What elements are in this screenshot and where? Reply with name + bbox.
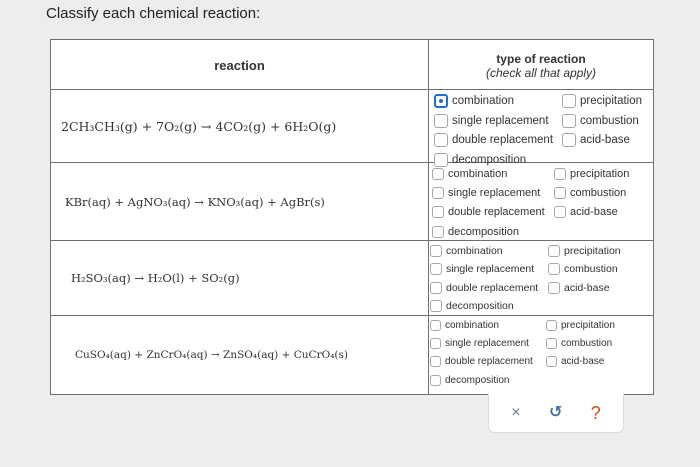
option-combination[interactable] bbox=[430, 245, 503, 257]
reaction-equation bbox=[51, 163, 429, 240]
reaction-table bbox=[50, 39, 654, 395]
option-label: decomposition bbox=[446, 299, 514, 312]
reaction-row bbox=[51, 241, 653, 316]
option-label: single replacement bbox=[445, 338, 529, 350]
option-label: single replacement bbox=[452, 114, 549, 127]
option-label: combustion bbox=[570, 187, 627, 200]
option-combination[interactable] bbox=[434, 94, 514, 108]
checkbox[interactable] bbox=[434, 94, 448, 108]
checkbox[interactable] bbox=[430, 338, 441, 349]
option-label: combustion bbox=[580, 114, 639, 127]
option-single-replacement[interactable] bbox=[432, 187, 540, 199]
type-column-header bbox=[429, 52, 653, 80]
option-decomposition[interactable] bbox=[430, 300, 514, 312]
option-precipitation[interactable] bbox=[546, 320, 615, 331]
option-label: acid-base bbox=[580, 134, 630, 146]
reaction-equation bbox=[51, 241, 429, 315]
checkbox[interactable] bbox=[562, 114, 576, 128]
option-double-replacement[interactable] bbox=[434, 133, 553, 147]
x-icon[interactable]: × bbox=[511, 403, 521, 421]
checkbox[interactable] bbox=[432, 206, 444, 218]
checkbox[interactable] bbox=[562, 133, 576, 147]
option-combustion[interactable] bbox=[554, 187, 626, 199]
option-label: double replacement bbox=[452, 134, 554, 146]
option-label: decomposition bbox=[448, 225, 519, 238]
checkbox[interactable] bbox=[430, 282, 442, 294]
option-label: single replacement bbox=[446, 263, 535, 276]
option-precipitation[interactable] bbox=[548, 245, 621, 257]
reaction-equation bbox=[51, 90, 429, 162]
checkbox[interactable] bbox=[554, 168, 566, 180]
option-label: precipitation bbox=[580, 95, 643, 107]
option-label: precipitation bbox=[561, 320, 615, 331]
option-acid-base[interactable] bbox=[554, 206, 618, 218]
option-acid-base[interactable] bbox=[548, 282, 610, 294]
option-label: double replacement bbox=[448, 206, 545, 219]
type-column-hint: (check all that apply) bbox=[485, 66, 597, 80]
checkbox[interactable] bbox=[430, 375, 441, 386]
reaction-row bbox=[51, 316, 653, 394]
option-combustion[interactable] bbox=[548, 263, 618, 275]
option-single-replacement[interactable] bbox=[430, 263, 534, 275]
option-label: precipitation bbox=[564, 245, 621, 257]
option-combination[interactable] bbox=[432, 168, 507, 180]
option-decomposition[interactable] bbox=[430, 375, 509, 386]
equation-text: H₂SO₃(aq) → H₂O(l) + SO₂(g) bbox=[71, 271, 240, 285]
answer-toolbar bbox=[488, 393, 624, 433]
option-label: precipitation bbox=[570, 168, 630, 180]
option-double-replacement[interactable] bbox=[430, 282, 538, 294]
option-label: double replacement bbox=[446, 281, 539, 294]
reaction-row bbox=[51, 90, 653, 166]
option-label: combustion bbox=[564, 263, 618, 276]
checkbox[interactable] bbox=[430, 263, 442, 275]
option-label: single replacement bbox=[448, 187, 541, 200]
equation-text: CuSO₄(aq) + ZnCrO₄(aq) → ZnSO₄(aq) + CuCrO₄(s) bbox=[75, 349, 348, 361]
checkbox[interactable] bbox=[546, 338, 557, 349]
checkbox[interactable] bbox=[430, 320, 441, 331]
option-label: combination bbox=[448, 168, 508, 180]
option-label: combination bbox=[452, 95, 515, 107]
reaction-type-options bbox=[430, 163, 653, 240]
option-label: decomposition bbox=[452, 153, 527, 166]
undo-icon[interactable]: ↺ bbox=[548, 403, 563, 421]
option-precipitation[interactable] bbox=[562, 94, 642, 108]
option-precipitation[interactable] bbox=[554, 168, 629, 180]
checkbox[interactable] bbox=[562, 94, 576, 108]
checkbox[interactable] bbox=[432, 226, 444, 238]
checkbox[interactable] bbox=[546, 320, 557, 331]
checkbox[interactable] bbox=[430, 300, 442, 312]
option-label: double replacement bbox=[445, 356, 533, 368]
option-label: acid-base bbox=[570, 206, 618, 219]
checkbox[interactable] bbox=[434, 133, 448, 147]
reaction-type-options bbox=[430, 316, 653, 394]
reaction-type-options bbox=[430, 90, 653, 166]
reaction-type-options bbox=[430, 241, 653, 315]
option-acid-base[interactable] bbox=[546, 356, 604, 367]
option-label: combustion bbox=[561, 338, 613, 350]
option-combustion[interactable] bbox=[546, 338, 612, 349]
checkbox[interactable] bbox=[548, 245, 560, 257]
option-label: combination bbox=[446, 245, 503, 257]
option-double-replacement[interactable] bbox=[430, 356, 533, 367]
reaction-equation bbox=[51, 316, 429, 394]
reaction-column-header: reaction bbox=[51, 40, 429, 90]
reaction-row bbox=[51, 163, 653, 241]
option-label: decomposition bbox=[445, 374, 510, 386]
table-header bbox=[51, 40, 653, 90]
checkbox[interactable] bbox=[432, 168, 444, 180]
page-title: Classify each chemical reaction: bbox=[46, 5, 261, 22]
option-label: acid-base bbox=[561, 356, 605, 368]
equation-text: KBr(aq) + AgNO₃(aq) → KNO₃(aq) + AgBr(s) bbox=[65, 194, 325, 209]
option-combustion[interactable] bbox=[562, 114, 639, 128]
option-combination[interactable] bbox=[430, 320, 499, 331]
option-label: acid-base bbox=[564, 281, 610, 294]
type-column-title: type of reaction bbox=[496, 52, 586, 66]
checkbox[interactable] bbox=[548, 282, 560, 294]
option-double-replacement[interactable] bbox=[432, 206, 545, 218]
checkbox[interactable] bbox=[546, 356, 557, 367]
checkbox[interactable] bbox=[430, 356, 441, 367]
checkbox[interactable] bbox=[434, 114, 448, 128]
option-label: combination bbox=[445, 320, 499, 331]
option-acid-base[interactable] bbox=[562, 133, 630, 147]
option-decomposition[interactable] bbox=[432, 226, 519, 238]
option-single-replacement[interactable] bbox=[434, 114, 549, 128]
option-single-replacement[interactable] bbox=[430, 338, 529, 349]
checkbox[interactable] bbox=[548, 263, 560, 275]
equation-text: 2CH₃CH₃(g) + 7O₂(g) → 4CO₂(g) + 6H₂O(g) bbox=[61, 118, 337, 134]
checkbox[interactable] bbox=[554, 187, 566, 199]
help-icon[interactable]: ? bbox=[590, 402, 601, 423]
checkbox[interactable] bbox=[432, 187, 444, 199]
checkbox[interactable] bbox=[554, 206, 566, 218]
checkbox[interactable] bbox=[430, 245, 442, 257]
